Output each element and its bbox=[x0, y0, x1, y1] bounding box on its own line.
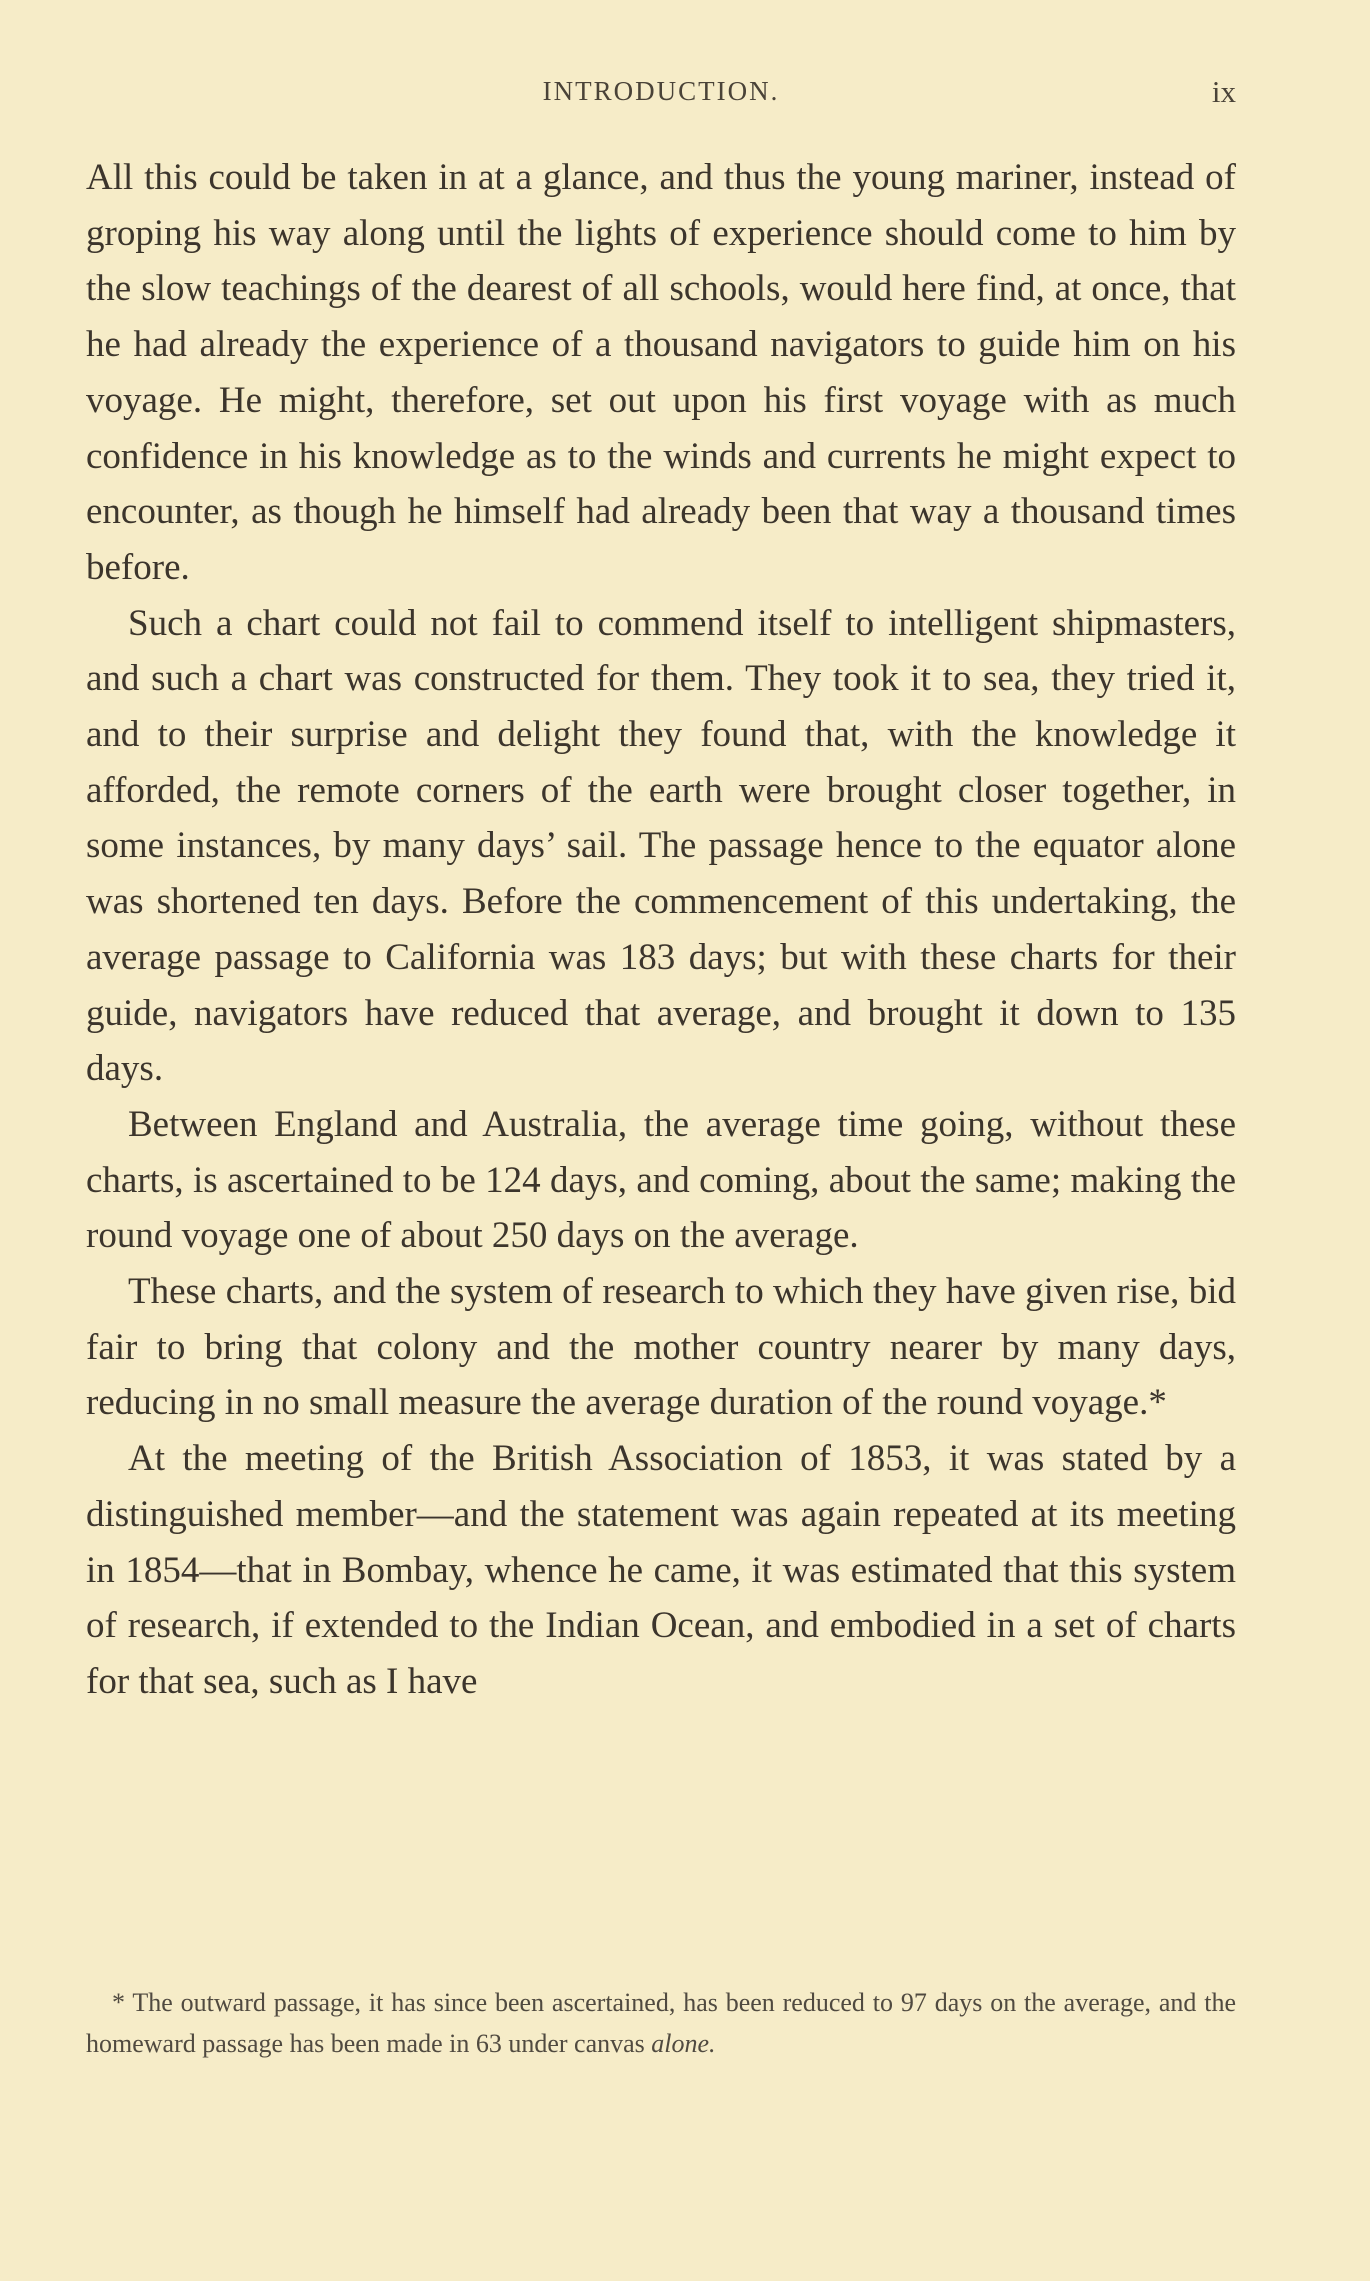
paragraph-2: Such a chart could not fail to commend itself to intelligent shipmasters, and such a chart was constructed for them. They took it to sea, they tried it, and to their surprise and delight they found that, with the knowledge it afforded, the remote corners of the earth were brought closer together, in some instances, by many days’ sail. The passage hence to the equator alone was shortened ten days. Before the commencement of this undertaking, the average passage to California was 183 days; but with these charts for their guide, navigators have reduced that average, and brought it down to 135 days. bbox=[86, 602, 1236, 1090]
paragraph-1: All this could be taken in at a glance, and thus the young mariner, instead of groping his way along until the lights of experience should come to him by the slow teachings of the dearest of all schools, would here find, at once, that he had already the experience of a thousand navigators to guide him on his voyage. He might, therefore, set out upon his first voyage with as much confidence in his knowledge as to the winds and currents he might expect to encounter, as though he himself had already been that way a thousand times before. bbox=[86, 157, 1236, 588]
body-text bbox=[86, 150, 1236, 1710]
page-number: ix bbox=[1211, 74, 1236, 109]
page-header bbox=[86, 76, 1236, 116]
running-head: INTRODUCTION. bbox=[542, 76, 780, 106]
paragraph-3: Between England and Australia, the average time going, without these charts, is ascertained to be 124 days, and coming, about the same; making the round voyage one of about 250 days on the average. bbox=[86, 1103, 1236, 1257]
footnote bbox=[86, 1982, 1236, 2064]
footnote-text: * The outward passage, it has since been ascertained, has been reduced to 97 days on the average, and the homeward passage has been made in 63 under canvas bbox=[86, 1988, 1236, 2058]
footnote-emphasis: alone. bbox=[651, 2029, 716, 2058]
paragraph-5: At the meeting of the British Association of 1853, it was stated by a distinguished member—and the statement was again repeated at its meeting in 1854—that in Bombay, whence he came, it was estimated that this system of research, if extended to the Indian Ocean, and embodied in a set of charts for that sea, such as I have bbox=[86, 1438, 1236, 1702]
paragraph-4: These charts, and the system of research to which they have given rise, bid fair to bring that colony and the mother country nearer by many days, reducing in no small measure the average duration of the round voyage.* bbox=[86, 1271, 1236, 1424]
